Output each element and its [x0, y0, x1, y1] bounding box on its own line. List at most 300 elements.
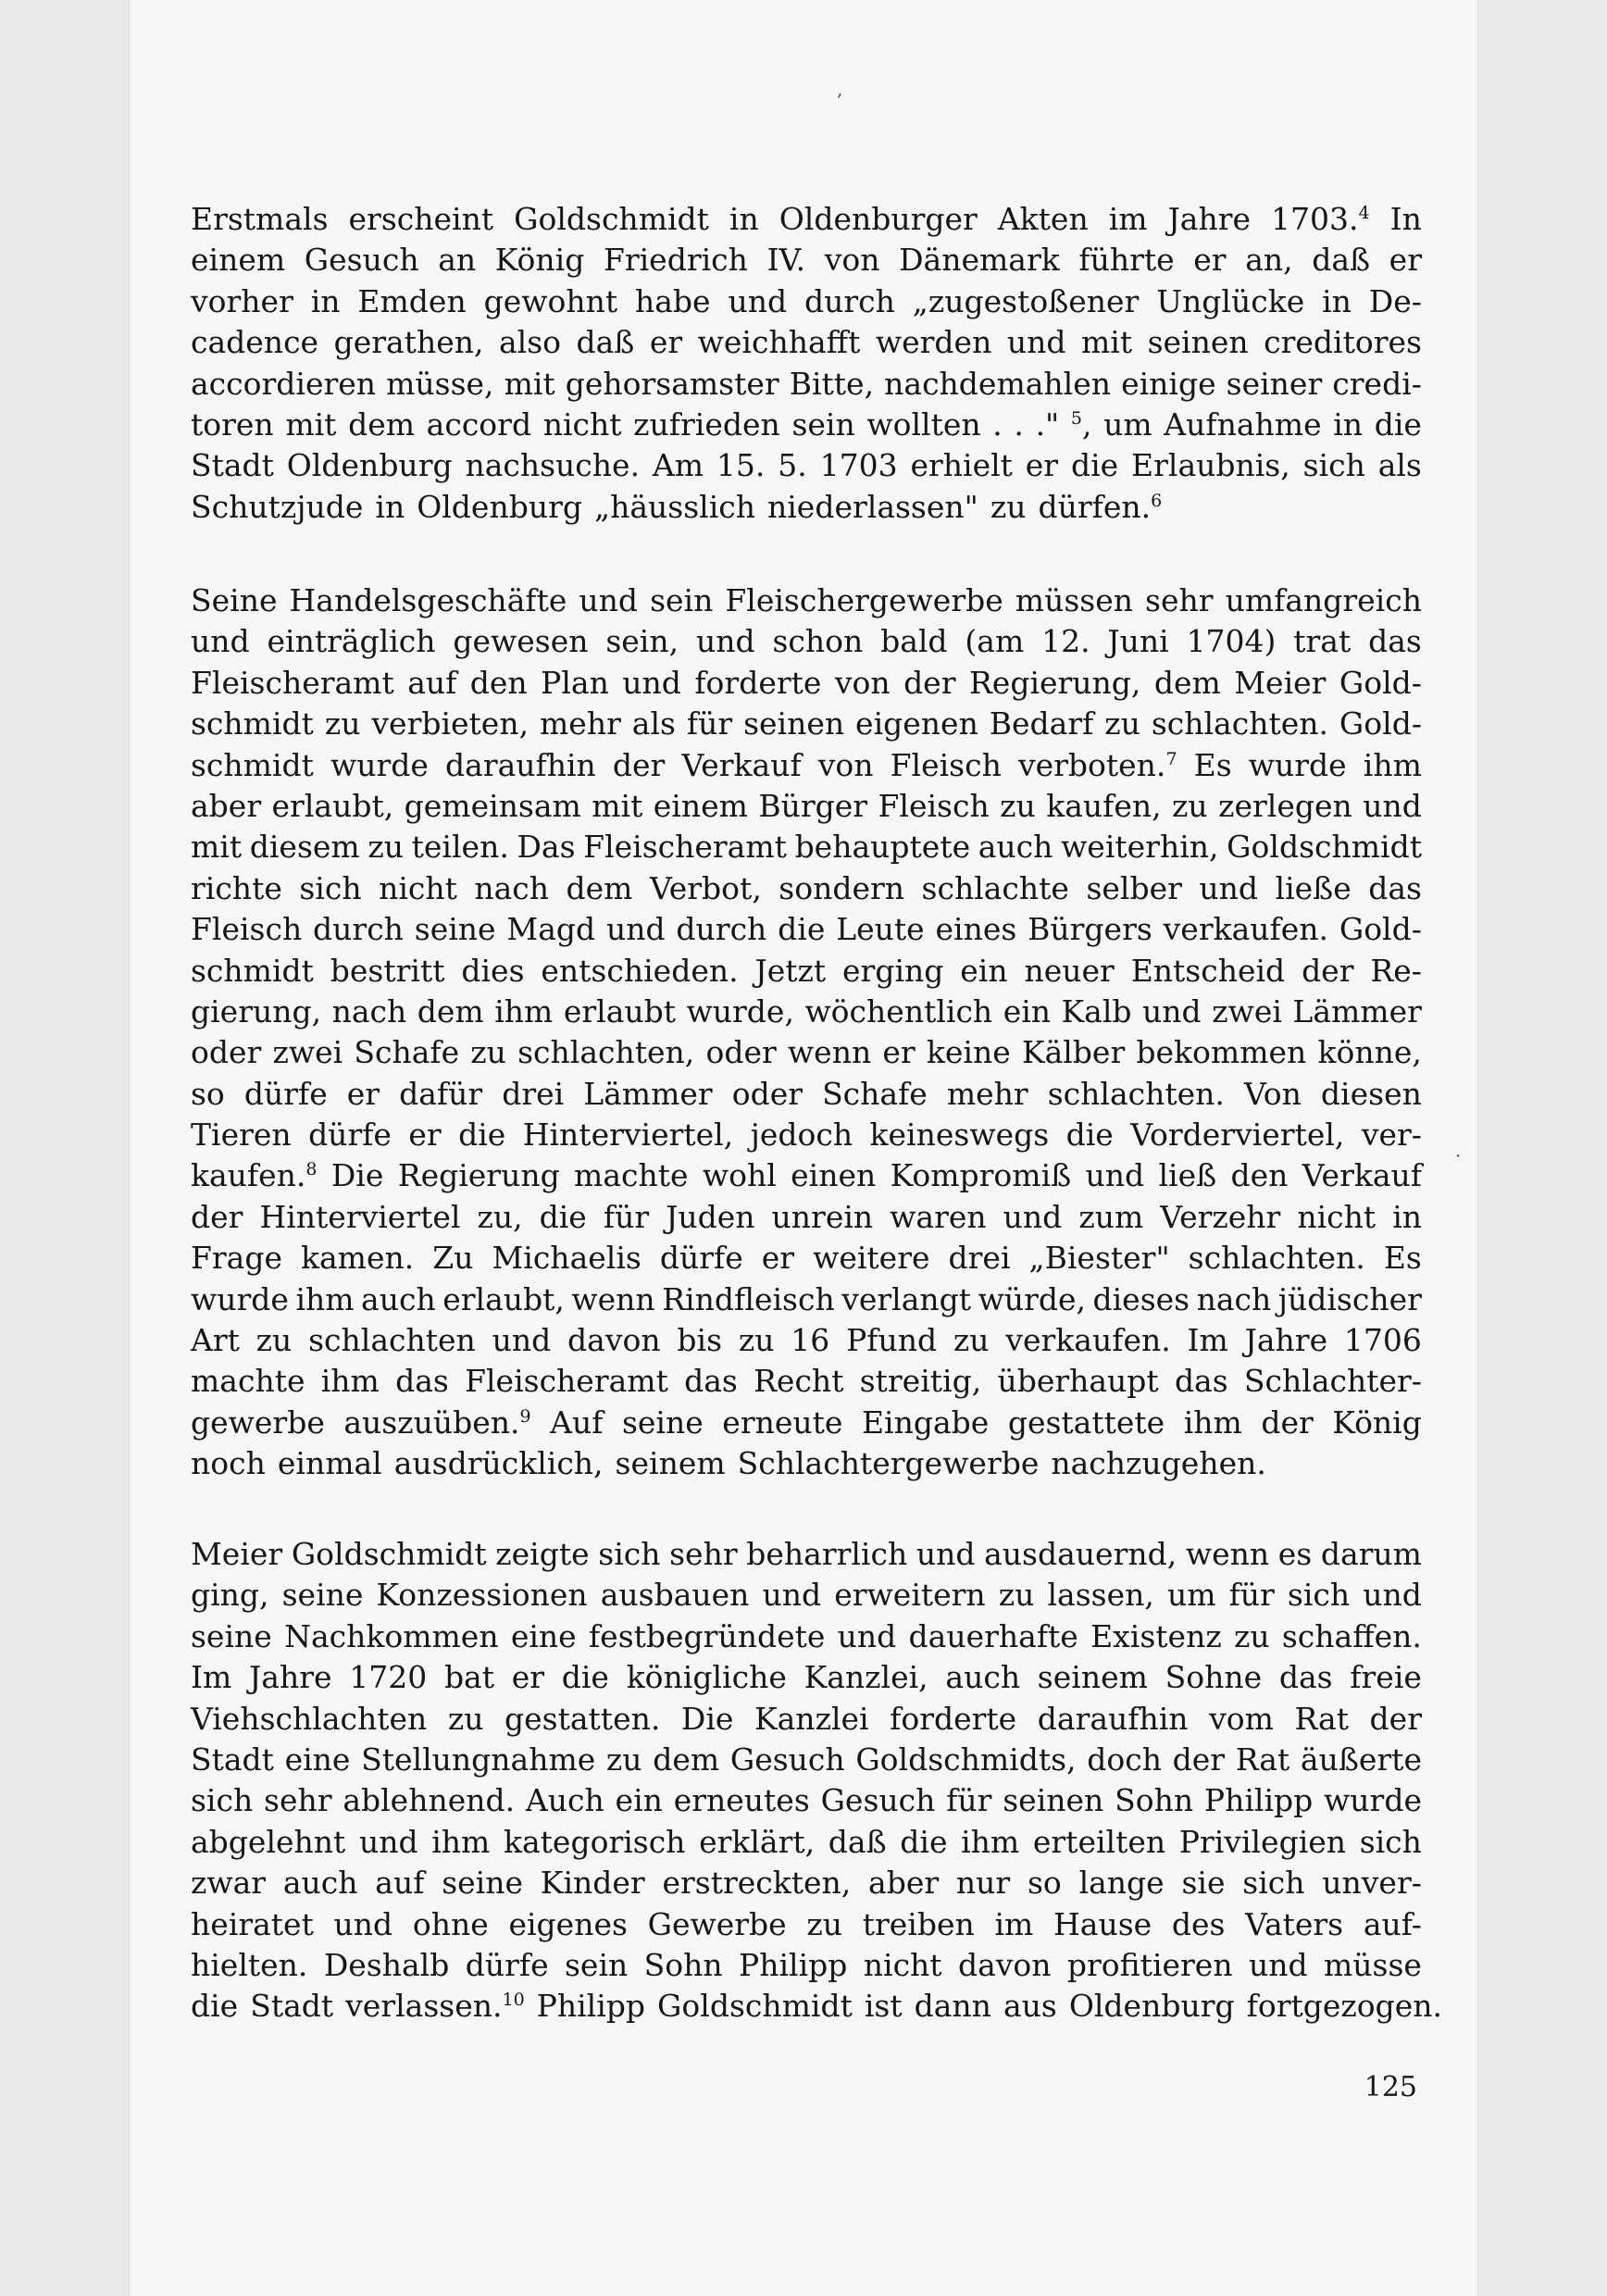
word: darum	[1320, 1536, 1422, 1572]
word: überhaupt	[997, 1363, 1159, 1400]
word: mit	[285, 406, 337, 443]
word: Fleischeramt	[191, 664, 394, 701]
word: Goldschmidt	[514, 201, 709, 237]
word: verkaufen.	[1163, 911, 1328, 948]
word: er	[1389, 242, 1422, 279]
word: hielten.	[191, 1946, 308, 1983]
word: äußerte	[1300, 1741, 1422, 1778]
text-line	[191, 1032, 1422, 1073]
word: das	[1174, 1363, 1228, 1400]
text-line	[191, 580, 1422, 621]
word: dies	[461, 952, 525, 989]
word: „häusslich	[594, 488, 755, 525]
word: seine	[191, 1617, 272, 1654]
word: durch	[313, 911, 404, 948]
word: Lämmer	[1292, 992, 1422, 1029]
word: und	[333, 1905, 393, 1942]
word: könne,	[1317, 1034, 1422, 1071]
word: De-	[1368, 282, 1422, 319]
word: schlachten	[308, 1322, 476, 1359]
word: Es	[1193, 746, 1232, 783]
word: erteilten	[1032, 1823, 1166, 1860]
word: an,	[1245, 242, 1293, 279]
word: gewohnt	[483, 282, 618, 319]
word: zwar	[191, 1865, 267, 1902]
text-line	[191, 1699, 1422, 1740]
word: Lämmer	[583, 1075, 713, 1112]
word: Akten	[997, 201, 1089, 237]
word: zu	[324, 705, 361, 742]
word: zu	[367, 829, 404, 866]
text-line	[191, 1155, 1422, 1196]
word: die	[900, 1823, 948, 1860]
word: Sohn	[643, 1946, 723, 1983]
word: nach	[474, 869, 550, 906]
word: führte	[1078, 242, 1175, 279]
word: Meier	[1234, 664, 1327, 701]
word: das	[1368, 623, 1422, 660]
word: Schafe	[354, 1034, 460, 1071]
word: König	[494, 242, 585, 279]
word: und	[1142, 992, 1202, 1029]
word: Eingabe	[861, 1404, 990, 1441]
word: Frage	[191, 1240, 282, 1277]
word: nicht	[1297, 1198, 1377, 1235]
word: müssen	[1015, 582, 1133, 618]
word: entschieden.	[541, 952, 739, 989]
word: um	[1166, 1577, 1216, 1614]
word: erlaubt	[563, 992, 677, 1029]
word: Die	[330, 1157, 384, 1194]
word: weiterhin,	[1061, 829, 1219, 866]
text-line	[191, 487, 1422, 528]
word: wenn	[1185, 1536, 1270, 1572]
word: und	[1003, 1198, 1063, 1235]
word: Jahre	[1167, 201, 1252, 237]
word: für	[603, 1198, 650, 1235]
text-line	[191, 1863, 1422, 1903]
word: wollten	[866, 406, 981, 443]
word: Auch	[525, 1782, 604, 1819]
word: „Biester"	[1028, 1240, 1170, 1277]
word: verkaufen.	[1005, 1322, 1171, 1359]
word: habe	[635, 282, 711, 319]
word: in	[310, 282, 341, 319]
word: Hause	[1053, 1905, 1152, 1942]
word: um	[1103, 406, 1152, 443]
word: schlachten.	[1047, 1075, 1225, 1112]
word: Gesuch	[304, 242, 419, 279]
word: erneute	[722, 1404, 843, 1441]
word: erlaubt,	[271, 787, 394, 824]
word: für	[1228, 1577, 1275, 1614]
word: dem	[653, 1741, 720, 1778]
word: profitieren	[1066, 1946, 1233, 1983]
word: Schlachter-	[1243, 1363, 1422, 1400]
text-line	[191, 621, 1422, 662]
word: ablehnend.	[343, 1782, 516, 1819]
word: ausdauernd,	[984, 1536, 1177, 1572]
text-line	[191, 663, 1422, 704]
word: ließ	[1158, 1157, 1217, 1194]
word: doch	[1087, 1741, 1162, 1778]
word: dafür	[399, 1075, 483, 1112]
word: nachzugehen.	[1051, 1445, 1266, 1482]
text-line	[191, 1279, 1422, 1320]
word: König	[1332, 1404, 1422, 1441]
text-line	[191, 240, 1422, 281]
word: seiner	[1226, 365, 1323, 402]
word: Leute	[836, 911, 925, 948]
word: Unglücke	[1156, 282, 1305, 319]
word: erging	[842, 952, 944, 989]
word: dem	[348, 406, 416, 443]
text-line	[191, 405, 1422, 445]
word: Kinder	[540, 1865, 645, 1902]
word: von	[834, 664, 891, 701]
word: erlaubt,	[442, 1280, 565, 1317]
word: müsse,	[386, 365, 494, 402]
text-line	[191, 199, 1422, 240]
word: und	[605, 911, 666, 948]
word: der	[1261, 1404, 1314, 1441]
word: forderte	[890, 1700, 1017, 1737]
word: der	[1369, 1700, 1422, 1737]
word: er	[1193, 242, 1227, 279]
word: Plan	[541, 664, 609, 701]
word: Friedrich	[603, 242, 748, 279]
word: nicht	[542, 406, 622, 443]
word: im	[1108, 201, 1148, 237]
word: Gesuch	[729, 1741, 845, 1778]
word: Juni	[1107, 623, 1169, 660]
text-line	[191, 1443, 1422, 1484]
word: dieses	[1092, 1280, 1190, 1317]
word: gierung,	[191, 992, 322, 1029]
word: sie	[1181, 1865, 1226, 1902]
word: kamen.	[301, 1240, 415, 1277]
text-line	[191, 445, 1422, 486]
word: Fleisch	[890, 746, 1002, 783]
word: Gold-	[1339, 705, 1422, 742]
word: sich	[299, 869, 362, 906]
word: wohl	[702, 1157, 777, 1194]
word: daß	[576, 324, 635, 361]
word: $^5$,	[1070, 406, 1092, 443]
word: waren	[890, 1198, 987, 1235]
word: die	[778, 911, 826, 948]
word: ihm	[961, 1823, 1020, 1860]
word: nach	[1196, 1280, 1272, 1317]
word: Viehschlachten	[191, 1700, 428, 1737]
word: in	[1392, 1198, 1422, 1235]
word: Goldschmidt	[1227, 829, 1422, 866]
word: würde,	[978, 1280, 1086, 1317]
word: ihm	[320, 1363, 380, 1400]
word: Tieren	[191, 1117, 292, 1154]
word: seinen	[743, 705, 845, 742]
word: Jahre	[249, 1659, 332, 1696]
word: Verkauf	[1302, 1157, 1422, 1194]
word: gestatten.	[505, 1700, 661, 1737]
word: Das	[517, 829, 576, 866]
word: Im	[1187, 1322, 1228, 1359]
word: mehr	[540, 705, 621, 742]
text-line	[191, 1534, 1422, 1575]
word: unver-	[1322, 1865, 1422, 1902]
word: zu	[255, 1322, 293, 1359]
word: Recht	[754, 1363, 844, 1400]
word: Philipp	[536, 1988, 646, 2025]
word: vorher	[191, 282, 293, 319]
word: Regierung	[397, 1157, 560, 1194]
word: auf	[375, 1865, 425, 1902]
word: aber	[191, 787, 262, 824]
word: und	[1085, 1157, 1145, 1194]
word: wurde,	[686, 992, 794, 1029]
text-line	[191, 1575, 1422, 1616]
word: Gold-	[1339, 664, 1422, 701]
text-line	[191, 1403, 1422, 1443]
word: Fleischergewerbe	[725, 582, 1003, 618]
word: zu	[738, 1322, 775, 1359]
text-line	[191, 745, 1422, 786]
word: Stellungnahme	[361, 1741, 596, 1778]
word: daraufhin	[1037, 1700, 1189, 1737]
word: gewesen	[453, 623, 589, 660]
word: Goldschmidt	[291, 1536, 487, 1572]
word: ihm	[431, 1823, 491, 1860]
word: Konzessionen	[376, 1577, 588, 1614]
word: er	[649, 324, 683, 361]
word: gestattete	[1007, 1404, 1165, 1441]
word: cadence	[191, 324, 319, 361]
word: schmidt	[191, 952, 314, 989]
word: wurde	[1248, 746, 1347, 783]
word: Es	[1383, 1240, 1422, 1277]
word: zu	[470, 1034, 506, 1071]
page-number: 125	[1364, 2071, 1417, 2103]
word: einem	[653, 787, 748, 824]
word: und	[579, 582, 639, 618]
word: einem	[191, 242, 286, 279]
word: ein	[615, 1782, 663, 1819]
word: und	[191, 623, 250, 660]
word: diesem	[249, 829, 360, 866]
text-line	[191, 827, 1422, 867]
word: einträglich	[267, 623, 436, 660]
word: 16	[791, 1322, 830, 1359]
word: ihm	[1183, 1404, 1242, 1441]
word: zu	[1000, 787, 1036, 824]
word: Magd	[506, 911, 596, 948]
word: zu	[953, 1322, 990, 1359]
word: beharrlich	[746, 1536, 908, 1572]
word: In	[1389, 201, 1422, 237]
text-line	[191, 1320, 1422, 1361]
word: die	[191, 1988, 239, 2025]
word: Verzehr	[1160, 1198, 1281, 1235]
paragraph-1	[191, 199, 1422, 528]
word: Rat	[1294, 1700, 1349, 1737]
word: gemeinsam	[404, 787, 581, 824]
word: mit	[592, 787, 643, 824]
word: umfangreich	[1225, 582, 1422, 618]
text-line	[191, 1074, 1422, 1115]
paragraph-3	[191, 1534, 1443, 2028]
word: und	[622, 664, 681, 701]
word: die	[458, 1117, 506, 1154]
word: Oldenburg	[1068, 1988, 1235, 2025]
word: verbieten,	[371, 705, 529, 742]
word: Schafe	[822, 1075, 928, 1112]
word: freie	[1350, 1659, 1422, 1696]
text-line	[191, 1780, 1422, 1821]
word: zu	[605, 1741, 642, 1778]
text-line	[191, 1945, 1422, 1986]
word: jedoch	[750, 1117, 853, 1154]
word: verboten.$^7$	[1017, 746, 1177, 783]
word: den	[1230, 1157, 1289, 1194]
word: Jahre	[1244, 1322, 1328, 1359]
word: davon	[567, 1322, 661, 1359]
word: ging,	[191, 1577, 269, 1614]
word: 1720	[349, 1659, 428, 1696]
word: diesen	[1320, 1075, 1422, 1112]
word: dürfe	[659, 1240, 743, 1277]
word: so	[191, 1075, 225, 1112]
word: bestritt	[330, 952, 445, 989]
word: sein	[791, 406, 855, 443]
word: auch	[361, 1280, 436, 1317]
word: Existenz	[1090, 1617, 1222, 1654]
word: Jetzt	[754, 952, 827, 989]
word: dann	[914, 1988, 991, 2025]
word: ."	[1035, 406, 1060, 443]
word: keineswegs	[869, 1117, 1050, 1154]
word: einige	[1121, 365, 1216, 402]
word: teilen.	[411, 829, 509, 866]
word: sein,	[605, 623, 679, 660]
word: wenn	[787, 1034, 872, 1071]
word: bekommen	[1136, 1034, 1307, 1071]
word: er	[1025, 447, 1059, 484]
word: als	[1377, 447, 1422, 484]
word: wenn	[571, 1280, 655, 1317]
word: Re-	[1370, 952, 1422, 989]
word: 12.	[1041, 623, 1090, 660]
word: er	[882, 1034, 916, 1071]
word: seine	[442, 1865, 524, 1902]
word: weitere	[813, 1240, 930, 1277]
word: dürfen.$^6$	[1038, 488, 1163, 525]
word: Oldenburger	[779, 201, 978, 237]
word: eigenes	[508, 1905, 628, 1942]
word: dauerhafte	[908, 1617, 1078, 1654]
word: lassen,	[1047, 1577, 1154, 1614]
word: zu	[1172, 787, 1208, 824]
word: auch	[978, 829, 1053, 866]
word: der	[612, 746, 666, 783]
word: Handelsgeschäfte	[289, 582, 567, 618]
word: zwei	[1212, 992, 1282, 1029]
word: .	[992, 406, 1003, 443]
word: Vaters	[1245, 1905, 1344, 1942]
word: der	[903, 664, 956, 701]
word: dürfe	[465, 1946, 549, 1983]
word: ohne	[412, 1905, 489, 1942]
word: Kälber	[1021, 1034, 1126, 1071]
word: und	[695, 623, 755, 660]
word: oder	[191, 1034, 262, 1071]
word: 1704)	[1186, 623, 1277, 660]
word: zu	[998, 1577, 1035, 1614]
word: vom	[1209, 1700, 1274, 1737]
word: bis	[677, 1322, 723, 1359]
word: trat	[1293, 623, 1352, 660]
text-line	[191, 992, 1422, 1032]
word: unrein	[771, 1198, 874, 1235]
word: sehr	[1145, 582, 1214, 618]
word: oder	[731, 1075, 804, 1112]
word: sehr	[264, 1782, 332, 1819]
word: kaufen.$^8$	[191, 1157, 318, 1194]
word: davon	[957, 1946, 1052, 1983]
word: Philipp	[739, 1946, 848, 1983]
word: (am	[965, 623, 1025, 660]
word: auf-	[1363, 1905, 1422, 1942]
word: abgelehnt	[191, 1823, 346, 1860]
word: sich	[598, 1536, 661, 1572]
word: Die	[680, 1700, 734, 1737]
word: königliche	[626, 1659, 787, 1696]
word: Vorderviertel,	[1130, 1117, 1345, 1154]
word: und	[916, 1536, 976, 1572]
word: sehr	[669, 1536, 738, 1572]
word: das	[1278, 1659, 1333, 1696]
text-line	[191, 1904, 1422, 1945]
word: Hinterviertel,	[522, 1117, 734, 1154]
word: Deshalb	[323, 1946, 450, 1983]
word: creditores	[1264, 324, 1422, 361]
text-line	[191, 1740, 1422, 1780]
word: ihm	[295, 1280, 355, 1317]
word: zu,	[477, 1198, 523, 1235]
word: lange	[1078, 1865, 1165, 1902]
word: seine	[621, 1404, 704, 1441]
word: machte	[191, 1363, 305, 1400]
word: 15.	[716, 447, 766, 484]
text-line	[191, 1238, 1422, 1279]
scan-speck: ,	[837, 78, 843, 100]
word: keine	[926, 1034, 1011, 1071]
word: er	[408, 1117, 442, 1154]
word: seinem	[615, 1445, 726, 1482]
word: die	[539, 1198, 587, 1235]
word: zeigte	[495, 1536, 590, 1572]
word: Kanzlei	[754, 1700, 869, 1737]
word: Stadt	[191, 1741, 274, 1778]
word: toren	[191, 406, 274, 443]
word: sondern	[779, 869, 905, 906]
word: eines	[935, 911, 1017, 948]
word: Nachkommen	[284, 1617, 499, 1654]
word: ihm	[494, 992, 554, 1029]
word: schlachten.	[1151, 705, 1328, 742]
word: dem	[417, 992, 484, 1029]
word: jüdischer	[1277, 1280, 1422, 1317]
word: ausbauen	[600, 1577, 750, 1614]
